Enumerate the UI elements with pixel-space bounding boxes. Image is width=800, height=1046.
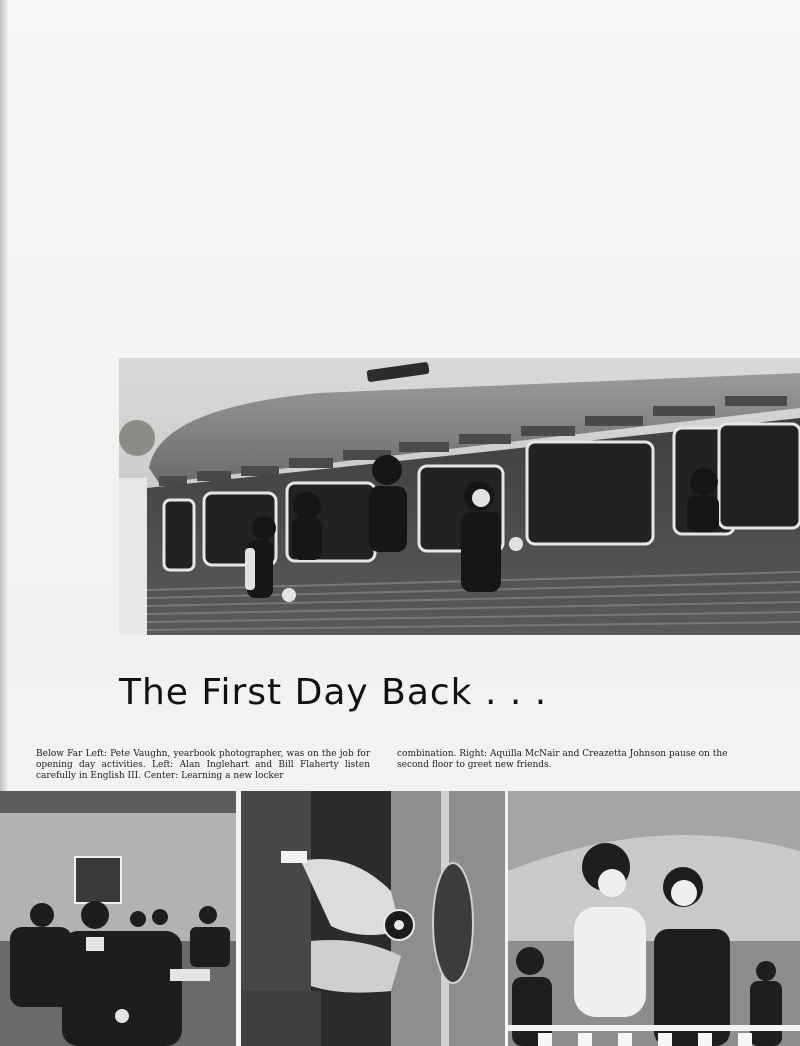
locker-photo	[241, 791, 505, 1046]
page-headline: The First Day Back . . .	[119, 672, 548, 713]
caption-right-text: combination. Right: Aquilla McNair and Creazetta Johnson pause on the second floor to greet new friends.	[397, 749, 728, 770]
caption-right-column	[397, 749, 737, 771]
friends-photo	[508, 791, 800, 1046]
classroom-photo	[0, 791, 236, 1046]
bus-photo	[119, 358, 800, 635]
caption-left-column	[36, 749, 370, 782]
caption-left-text: Below Far Left: Pete Vaughn, yearbook photographer, was on the job for opening day activities. Left: Alan Inglehart and Bill Flaherty listen carefully in English III. Center: Learning a new locker	[36, 749, 370, 781]
